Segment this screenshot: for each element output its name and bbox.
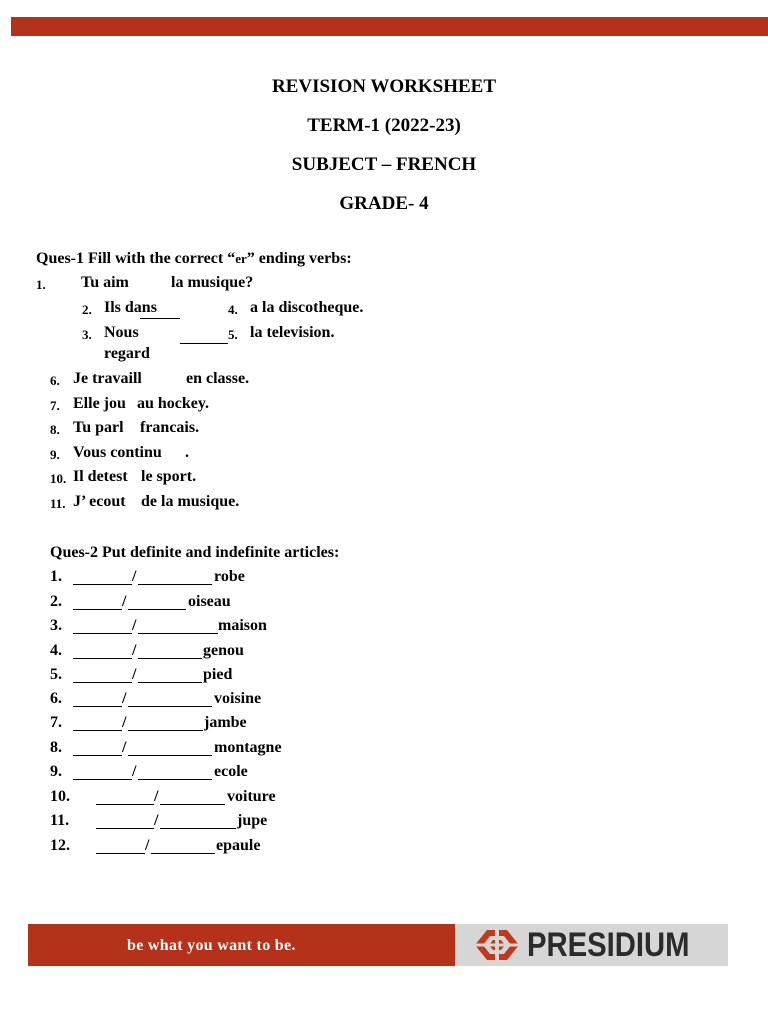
q2-item-number: 3. [50,617,62,634]
q1-item-text: a la discotheque. [250,299,364,316]
q1-item-text: Je travaill [73,370,142,387]
q2-slash: / [154,788,159,805]
q2-definite-blank[interactable] [96,804,154,805]
q2-indefinite-blank[interactable] [128,755,212,756]
q1-item-number: 10. [50,471,67,486]
q1-item-after: . [185,444,189,461]
q1-item-number: 8. [50,422,60,437]
q1-item-number: 1. [36,277,46,292]
presidium-brand: PRESIDIUM [527,926,690,964]
q1-item-number: 7. [50,398,60,413]
q2-item-number: 8. [50,739,62,756]
q2-slash: / [132,617,137,634]
grade-line: GRADE- 4 [339,193,429,214]
q2-slash: / [132,642,137,659]
q2-item-number: 9. [50,763,62,780]
q2-item-number: 1. [50,568,62,585]
q2-definite-blank[interactable] [73,706,122,707]
q2-item-word: pied [203,666,233,683]
worksheet-title: REVISION WORKSHEET [271,76,497,97]
footer-tagline: be what you want to be. [127,937,296,954]
q2-item-word: oiseau [188,593,231,610]
q2-indefinite-blank[interactable] [128,609,186,610]
q2-indefinite-blank[interactable] [138,584,212,585]
q1-item-number: 9. [50,447,60,462]
q1-answer-blank[interactable] [140,318,180,319]
q1-item-number: 11. [50,496,66,511]
q2-definite-blank[interactable] [73,658,132,659]
q2-item-number: 10. [50,788,70,805]
q2-definite-blank[interactable] [73,755,122,756]
q2-slash: / [132,666,137,683]
q2-definite-blank[interactable] [96,853,145,854]
q2-indefinite-blank[interactable] [138,779,212,780]
q2-indefinite-blank[interactable] [160,828,236,829]
q1-item-number: 4. [228,302,238,317]
q2-item-number: 4. [50,642,62,659]
q1-item-text: Tu aim [81,274,129,291]
q2-definite-blank[interactable] [73,682,132,683]
top-accent-bar [11,17,768,36]
q2-indefinite-blank[interactable] [138,633,218,634]
q1-item-text: J’ ecout [73,493,126,510]
q2-indefinite-blank[interactable] [138,658,202,659]
q1-item-text: Il detest [73,468,128,485]
q2-slash: / [122,714,127,731]
q1-item-number: 5. [228,327,238,342]
q1-item-number: 3. [82,327,92,342]
q1-item-text: Elle jou [73,395,126,412]
q1-item-text: Nous [104,324,139,341]
q2-heading: Ques-2 Put definite and indefinite articles: [50,544,340,561]
q1-item-after: au hockey. [137,395,210,412]
term-line: TERM-1 (2022-23) [307,115,461,136]
q1-answer-blank[interactable] [180,343,228,344]
q2-item-number: 7. [50,714,62,731]
q1-item-number: 2. [82,302,92,317]
q2-slash: / [132,568,137,585]
q1-item-text: Ils dans [104,299,157,316]
q2-indefinite-blank[interactable] [151,853,215,854]
q2-item-word: robe [214,568,245,585]
subject-line: SUBJECT – FRENCH [291,154,477,175]
q2-indefinite-blank[interactable] [128,730,203,731]
q2-item-word: epaule [216,837,261,854]
q2-item-word: jupe [237,812,268,829]
q1-heading-em: er [235,251,247,266]
q1-item-text: Vous continu [73,444,162,461]
q1-item-after: de la musique. [141,493,240,510]
q1-item-after: le sport. [141,468,197,485]
q2-item-word: voiture [227,788,276,805]
q2-item-number: 6. [50,690,62,707]
q2-slash: / [122,739,127,756]
q2-slash: / [132,763,137,780]
q2-definite-blank[interactable] [73,584,132,585]
q2-definite-blank[interactable] [73,633,132,634]
q2-item-number: 12. [50,837,70,854]
q2-item-word: ecole [214,763,248,780]
q1-item-text-line2: regard [104,345,150,362]
q2-item-number: 2. [50,593,62,610]
q2-definite-blank[interactable] [73,609,122,610]
q2-definite-blank[interactable] [96,828,154,829]
q1-heading-post: ” ending verbs: [246,250,352,267]
q2-item-word: jambe [204,714,247,731]
q1-item-after: en classe. [186,370,250,387]
q1-item-after: francais. [140,419,200,436]
q1-heading [36,250,352,268]
q2-slash: / [122,690,127,707]
q2-item-word: genou [203,642,244,659]
q1-heading-pre: Ques-1 Fill with the correct “ [36,250,236,267]
q2-indefinite-blank[interactable] [138,682,202,683]
q1-item-text: Tu parl [73,419,124,436]
q2-item-word: montagne [214,739,282,756]
q2-slash: / [145,837,150,854]
q1-item-text: la television. [250,324,335,341]
q2-indefinite-blank[interactable] [160,804,225,805]
q2-slash: / [122,593,127,610]
q1-item-after: la musique? [171,274,254,291]
q2-slash: / [154,812,159,829]
q2-definite-blank[interactable] [73,779,132,780]
presidium-logo-icon [473,928,521,962]
q1-item-number: 6. [50,373,60,388]
q2-item-word: voisine [214,690,262,707]
q2-item-number: 11. [50,812,70,829]
q2-item-word: maison [218,617,267,634]
q2-indefinite-blank[interactable] [128,706,212,707]
q2-definite-blank[interactable] [73,730,122,731]
q2-item-number: 5. [50,666,62,683]
